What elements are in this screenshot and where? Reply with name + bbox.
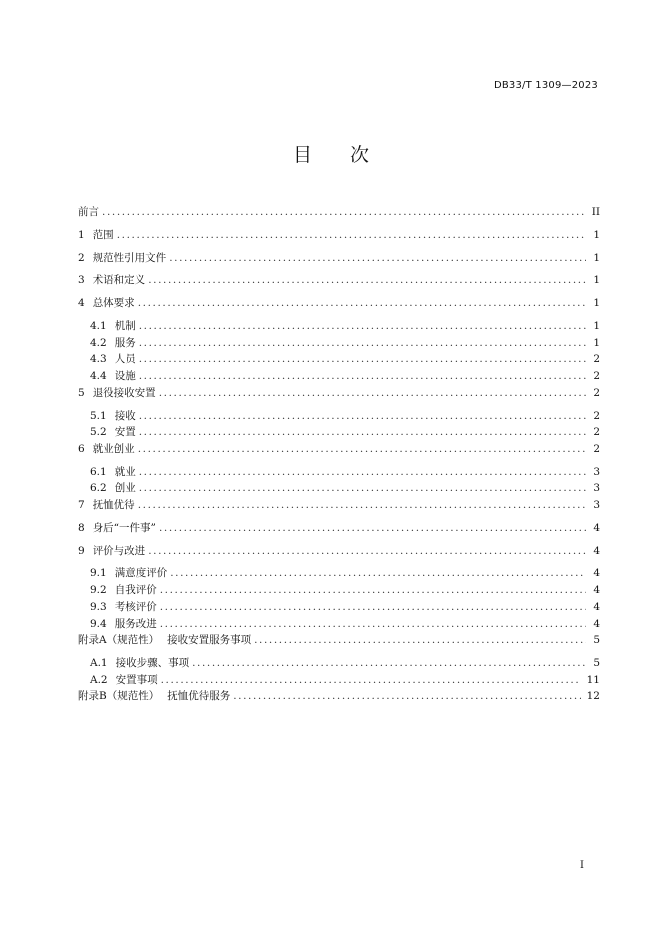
toc-entry-title: 服务 xyxy=(114,336,136,349)
dot-leader xyxy=(117,227,586,243)
toc-entry-page: 4 xyxy=(593,567,600,580)
toc-entry-page: 3 xyxy=(593,465,600,478)
dot-leader xyxy=(138,497,586,513)
dot-leader xyxy=(102,204,586,220)
toc-entry-page: 12 xyxy=(586,690,600,703)
toc-entry-page: 2 xyxy=(593,370,600,383)
dot-leader xyxy=(139,351,586,367)
toc-entry-page: 1 xyxy=(593,336,600,349)
toc-entry-number: 9.2 xyxy=(90,584,107,597)
toc-entry-page: 4 xyxy=(593,600,600,613)
toc-entry[interactable] xyxy=(78,227,600,250)
toc-entry[interactable] xyxy=(78,688,600,711)
toc-entry-page: 4 xyxy=(593,617,600,630)
toc-entry-page: 2 xyxy=(593,386,600,399)
toc-entry-page: 1 xyxy=(593,228,600,241)
toc-entry-page: 3 xyxy=(593,482,600,495)
toc-entry[interactable] xyxy=(78,272,600,295)
toc-entry-number: 5 xyxy=(78,386,85,399)
toc-entry-page: 2 xyxy=(593,442,600,455)
page-title: 目 次 xyxy=(292,144,386,166)
toc-entry-title: 满意度评价 xyxy=(114,567,168,580)
toc-entry-title: 范围 xyxy=(92,228,114,241)
toc-entry-number: 4.2 xyxy=(90,336,107,349)
dot-leader xyxy=(139,464,586,480)
toc-entry-number: 5.1 xyxy=(90,409,107,422)
table-of-contents xyxy=(78,204,600,711)
dot-leader xyxy=(139,318,586,334)
dot-leader xyxy=(170,565,586,581)
toc-entry-number: 4.3 xyxy=(90,353,107,366)
toc-entry-title: 身后“一件事” xyxy=(92,521,156,534)
toc-entry-title: 人员 xyxy=(114,353,136,366)
toc-entry[interactable] xyxy=(78,565,600,582)
dot-leader xyxy=(138,295,586,311)
dot-leader xyxy=(169,250,586,266)
toc-entry-number: 6 xyxy=(78,442,85,455)
toc-entry-page: 3 xyxy=(593,499,600,512)
dot-leader xyxy=(160,582,586,598)
toc-entry-number: 9 xyxy=(78,544,85,557)
toc-entry-title: 抚恤优待服务 xyxy=(167,690,231,703)
toc-entry[interactable] xyxy=(78,632,600,655)
toc-entry[interactable] xyxy=(78,655,600,672)
toc-entry[interactable] xyxy=(78,497,600,520)
toc-entry-title: 就业 xyxy=(114,465,136,478)
toc-entry-page: 1 xyxy=(593,251,600,264)
dot-leader xyxy=(233,688,580,704)
toc-entry-number: 4 xyxy=(78,297,85,310)
toc-entry[interactable] xyxy=(78,582,600,599)
toc-entry-page: 2 xyxy=(593,426,600,439)
dot-leader xyxy=(160,616,586,632)
toc-entry-title: 接收步骤、事项 xyxy=(115,657,190,670)
toc-entry-number: 4.1 xyxy=(90,319,107,332)
document-code: DB33/T 1309—2023 xyxy=(493,80,598,91)
toc-entry[interactable] xyxy=(78,351,600,368)
toc-entry[interactable] xyxy=(78,368,600,385)
toc-entry-number: 9.4 xyxy=(90,617,107,630)
dot-leader xyxy=(138,441,586,457)
dot-leader xyxy=(139,335,586,351)
toc-entry-page: 1 xyxy=(593,297,600,310)
toc-entry-title: 安置 xyxy=(114,426,136,439)
toc-entry-page: 5 xyxy=(593,634,600,647)
toc-entry-title: 评价与改进 xyxy=(92,544,146,557)
toc-entry-title: 总体要求 xyxy=(92,297,135,310)
toc-entry[interactable] xyxy=(78,672,600,689)
toc-entry-title: 接收 xyxy=(114,409,136,422)
dot-leader xyxy=(159,385,586,401)
toc-entry-title: 考核评价 xyxy=(114,600,157,613)
toc-entry-page: 11 xyxy=(586,673,600,686)
toc-entry-title: 前言 xyxy=(78,206,99,218)
toc-entry-page: 4 xyxy=(593,521,600,534)
toc-entry-title: 安置事项 xyxy=(115,673,158,686)
toc-entry-number: A.1 xyxy=(90,657,108,670)
dot-leader xyxy=(254,632,586,648)
toc-entry-page: 4 xyxy=(593,584,600,597)
toc-entry-number: 附录A（规范性） xyxy=(78,634,160,647)
toc-entry[interactable] xyxy=(78,385,600,408)
toc-entry[interactable] xyxy=(78,424,600,441)
toc-entry-title: 抚恤优待 xyxy=(92,499,135,512)
toc-entry-title: 设施 xyxy=(114,370,136,383)
toc-entry[interactable] xyxy=(78,464,600,481)
toc-entry-title: 服务改进 xyxy=(114,617,157,630)
toc-entry-page: 5 xyxy=(593,657,600,670)
toc-entry[interactable] xyxy=(78,204,600,227)
toc-entry[interactable] xyxy=(78,408,600,425)
toc-entry-page: 1 xyxy=(593,319,600,332)
toc-entry-number: 附录B（规范性） xyxy=(78,690,160,703)
toc-entry-number: 1 xyxy=(78,228,85,241)
toc-entry-title: 自我评价 xyxy=(114,584,157,597)
toc-entry-title: 规范性引用文件 xyxy=(92,251,167,264)
toc-entry-number: 9.1 xyxy=(90,567,107,580)
toc-entry-number: 3 xyxy=(78,274,85,287)
toc-entry[interactable] xyxy=(78,599,600,616)
toc-entry-title: 就业创业 xyxy=(92,442,135,455)
toc-entry-page: 2 xyxy=(593,353,600,366)
toc-entry[interactable] xyxy=(78,335,600,352)
toc-entry-title: 退役接收安置 xyxy=(92,386,156,399)
toc-entry[interactable] xyxy=(78,250,600,273)
toc-entry-number: 2 xyxy=(78,251,85,264)
dot-leader xyxy=(139,368,586,384)
dot-leader xyxy=(159,520,586,536)
toc-entry-page: 1 xyxy=(593,274,600,287)
toc-entry[interactable] xyxy=(78,520,600,543)
toc-entry-page: 2 xyxy=(593,409,600,422)
toc-entry-number: 6.2 xyxy=(90,482,107,495)
toc-entry[interactable] xyxy=(78,543,600,566)
dot-leader xyxy=(160,599,586,615)
toc-entry-title: 机制 xyxy=(114,319,136,332)
toc-entry[interactable] xyxy=(78,480,600,497)
dot-leader xyxy=(161,672,581,688)
toc-entry-number: 7 xyxy=(78,499,85,512)
dot-leader xyxy=(139,480,586,496)
toc-entry-title: 创业 xyxy=(114,482,136,495)
toc-entry-number: 6.1 xyxy=(90,465,107,478)
toc-entry-number: A.2 xyxy=(90,673,108,686)
toc-entry-number: 9.3 xyxy=(90,600,107,613)
toc-entry-title: 术语和定义 xyxy=(92,274,146,287)
dot-leader xyxy=(192,655,586,671)
page-number: I xyxy=(580,860,584,871)
toc-entry[interactable] xyxy=(78,441,600,464)
toc-entry-number: 4.4 xyxy=(90,370,107,383)
toc-entry-page: II xyxy=(591,206,600,218)
toc-entry-number: 5.2 xyxy=(90,426,107,439)
toc-entry-title: 接收安置服务事项 xyxy=(167,634,252,647)
toc-entry-page: 4 xyxy=(593,544,600,557)
dot-leader xyxy=(148,272,586,288)
dot-leader xyxy=(148,543,586,559)
toc-entry[interactable] xyxy=(78,295,600,318)
toc-entry[interactable] xyxy=(78,318,600,335)
toc-entry[interactable] xyxy=(78,616,600,633)
toc-entry-number: 8 xyxy=(78,521,85,534)
dot-leader xyxy=(139,408,586,424)
dot-leader xyxy=(139,424,586,440)
